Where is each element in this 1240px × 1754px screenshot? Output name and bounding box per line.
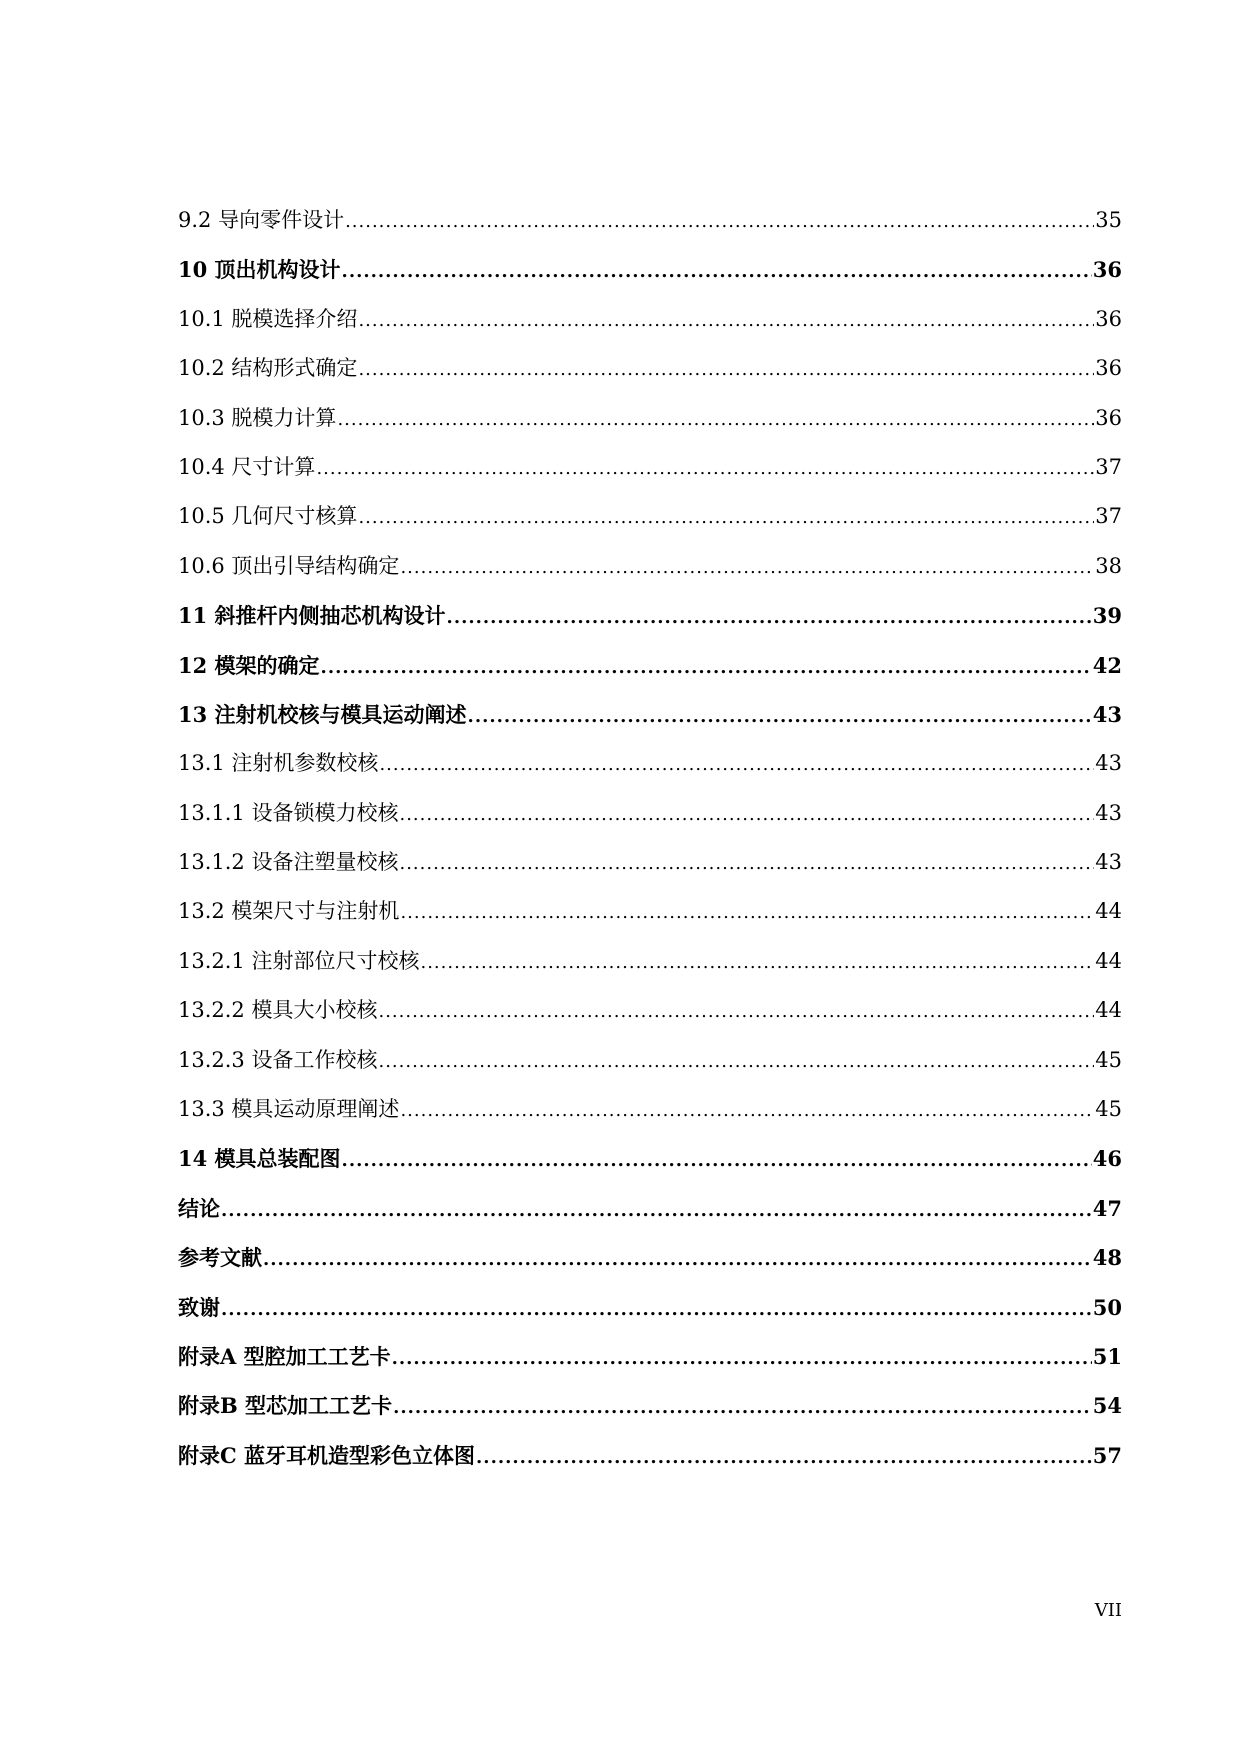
toc-leader-dots — [447, 593, 1092, 642]
toc-entry-title: 10.4 尺寸计算 — [178, 454, 316, 479]
toc-entry[interactable] — [178, 591, 1122, 640]
toc-entry-title: 13.1.1 设备锁模力校核 — [178, 800, 399, 825]
toc-leader-dots — [221, 1186, 1092, 1235]
toc-entry-title: 13.2 模架尺寸与注射机 — [178, 899, 400, 924]
toc-entry[interactable] — [178, 789, 1122, 838]
toc-entry-page: 37 — [1095, 454, 1122, 479]
toc-entry-title: 13 注射机校核与模具运动阐述 — [178, 701, 467, 727]
toc-leader-dots — [358, 493, 1094, 542]
toc-leader-dots — [263, 1235, 1092, 1284]
toc-entry[interactable] — [178, 937, 1122, 986]
toc-entry-page: 51 — [1092, 1343, 1122, 1369]
toc-entry[interactable] — [178, 394, 1122, 443]
toc-entry-title: 13.3 模具运动原理阐述 — [178, 1097, 400, 1122]
toc-entry-title: 附录B 型芯加工工艺卡 — [178, 1393, 393, 1419]
toc-leader-dots — [399, 839, 1094, 888]
toc-entry-page: 57 — [1092, 1442, 1122, 1468]
toc-entry[interactable] — [178, 1381, 1122, 1430]
toc-entry-title: 10.5 几何尺寸核算 — [178, 504, 358, 529]
toc-leader-dots — [392, 1334, 1092, 1383]
toc-entry-title: 13.2.1 注射部位尺寸校核 — [178, 948, 420, 973]
toc-leader-dots — [358, 296, 1094, 345]
toc-entry[interactable] — [178, 1134, 1122, 1183]
toc-entry-title: 13.2.2 模具大小校核 — [178, 998, 378, 1023]
toc-entry-title: 14 模具总装配图 — [178, 1146, 341, 1172]
toc-leader-dots — [221, 1285, 1092, 1334]
toc-entry[interactable] — [178, 196, 1122, 245]
toc-entry-page: 43 — [1095, 800, 1122, 825]
toc-entry-title: 11 斜推杆内侧抽芯机构设计 — [178, 603, 446, 629]
toc-leader-dots — [468, 692, 1092, 741]
toc-leader-dots — [342, 247, 1092, 296]
toc-entry-title: 致谢 — [178, 1294, 220, 1320]
toc-entry-title: 附录A 型腔加工工艺卡 — [178, 1343, 391, 1369]
toc-entry-title: 12 模架的确定 — [178, 652, 320, 678]
toc-entry-page: 44 — [1095, 998, 1122, 1023]
toc-entry-page: 35 — [1095, 208, 1122, 232]
toc-leader-dots — [321, 643, 1092, 692]
toc-entry[interactable] — [178, 838, 1122, 887]
toc-leader-dots — [399, 790, 1094, 839]
toc-entry[interactable] — [178, 690, 1122, 739]
toc-leader-dots — [342, 1136, 1092, 1185]
toc-entry[interactable] — [178, 443, 1122, 492]
toc-entry[interactable] — [178, 641, 1122, 690]
toc-leader-dots — [420, 938, 1094, 987]
toc-entry[interactable] — [178, 1085, 1122, 1134]
toc-entry-page: 46 — [1092, 1146, 1122, 1172]
toc-entry-title: 附录C 蓝牙耳机造型彩色立体图 — [178, 1442, 476, 1468]
toc-entry[interactable] — [178, 245, 1122, 294]
toc-entry-page: 43 — [1092, 701, 1122, 727]
toc-leader-dots — [400, 543, 1094, 592]
toc-entry-page: 36 — [1095, 356, 1122, 381]
toc-leader-dots — [378, 987, 1094, 1036]
toc-entry-title: 9.2 导向零件设计 — [178, 208, 345, 232]
toc-entry-page: 43 — [1095, 751, 1122, 776]
toc-entry-page: 45 — [1095, 1097, 1122, 1122]
toc-entry[interactable] — [178, 542, 1122, 591]
toc-entry-page: 36 — [1095, 405, 1122, 430]
toc-leader-dots — [337, 395, 1094, 444]
toc-entry-title: 10.1 脱模选择介绍 — [178, 306, 358, 331]
toc-entry-page: 36 — [1092, 257, 1122, 283]
toc-entry[interactable] — [178, 1233, 1122, 1282]
toc-entry[interactable] — [178, 1036, 1122, 1085]
toc-entry-page: 36 — [1095, 306, 1122, 331]
toc-entry-title: 13.1 注射机参数校核 — [178, 751, 379, 776]
table-of-contents — [178, 196, 1122, 1480]
toc-entry-page: 42 — [1092, 652, 1122, 678]
toc-leader-dots — [393, 1383, 1092, 1432]
toc-entry-page: 37 — [1095, 504, 1122, 529]
toc-entry-page: 48 — [1092, 1245, 1122, 1271]
toc-leader-dots — [379, 740, 1094, 789]
toc-entry-title: 10.2 结构形式确定 — [178, 356, 358, 381]
toc-entry-title: 10.3 脱模力计算 — [178, 405, 337, 430]
toc-entry[interactable] — [178, 986, 1122, 1035]
toc-entry-page: 43 — [1095, 850, 1122, 875]
toc-entry[interactable] — [178, 739, 1122, 788]
toc-entry-page: 47 — [1092, 1195, 1122, 1221]
toc-entry-page: 50 — [1092, 1294, 1122, 1320]
toc-entry-title: 13.2.3 设备工作校核 — [178, 1047, 378, 1072]
toc-entry-page: 44 — [1095, 948, 1122, 973]
toc-leader-dots — [400, 888, 1094, 937]
toc-entry[interactable] — [178, 295, 1122, 344]
toc-entry[interactable] — [178, 492, 1122, 541]
toc-entry-title: 10 顶出机构设计 — [178, 257, 341, 283]
toc-entry[interactable] — [178, 1332, 1122, 1381]
toc-leader-dots — [316, 444, 1094, 493]
toc-entry-page: 39 — [1092, 603, 1122, 629]
toc-entry-page: 45 — [1095, 1047, 1122, 1072]
toc-entry[interactable] — [178, 1184, 1122, 1233]
toc-entry-title: 10.6 顶出引导结构确定 — [178, 553, 400, 578]
toc-leader-dots — [400, 1086, 1094, 1135]
toc-entry-page: 38 — [1095, 553, 1122, 578]
toc-entry-page: 54 — [1092, 1393, 1122, 1419]
toc-leader-dots — [378, 1037, 1094, 1086]
toc-entry[interactable] — [178, 1283, 1122, 1332]
toc-entry[interactable] — [178, 887, 1122, 936]
toc-leader-dots — [476, 1433, 1092, 1482]
toc-entry-title: 结论 — [178, 1195, 220, 1221]
toc-entry-title: 13.1.2 设备注塑量校核 — [178, 850, 399, 875]
toc-entry-page: 44 — [1095, 899, 1122, 924]
toc-entry-title: 参考文献 — [178, 1245, 262, 1271]
toc-entry[interactable] — [178, 344, 1122, 393]
toc-entry[interactable] — [178, 1431, 1122, 1480]
toc-leader-dots — [358, 345, 1094, 394]
toc-leader-dots — [345, 197, 1094, 246]
page-number: VII — [1094, 1600, 1122, 1621]
